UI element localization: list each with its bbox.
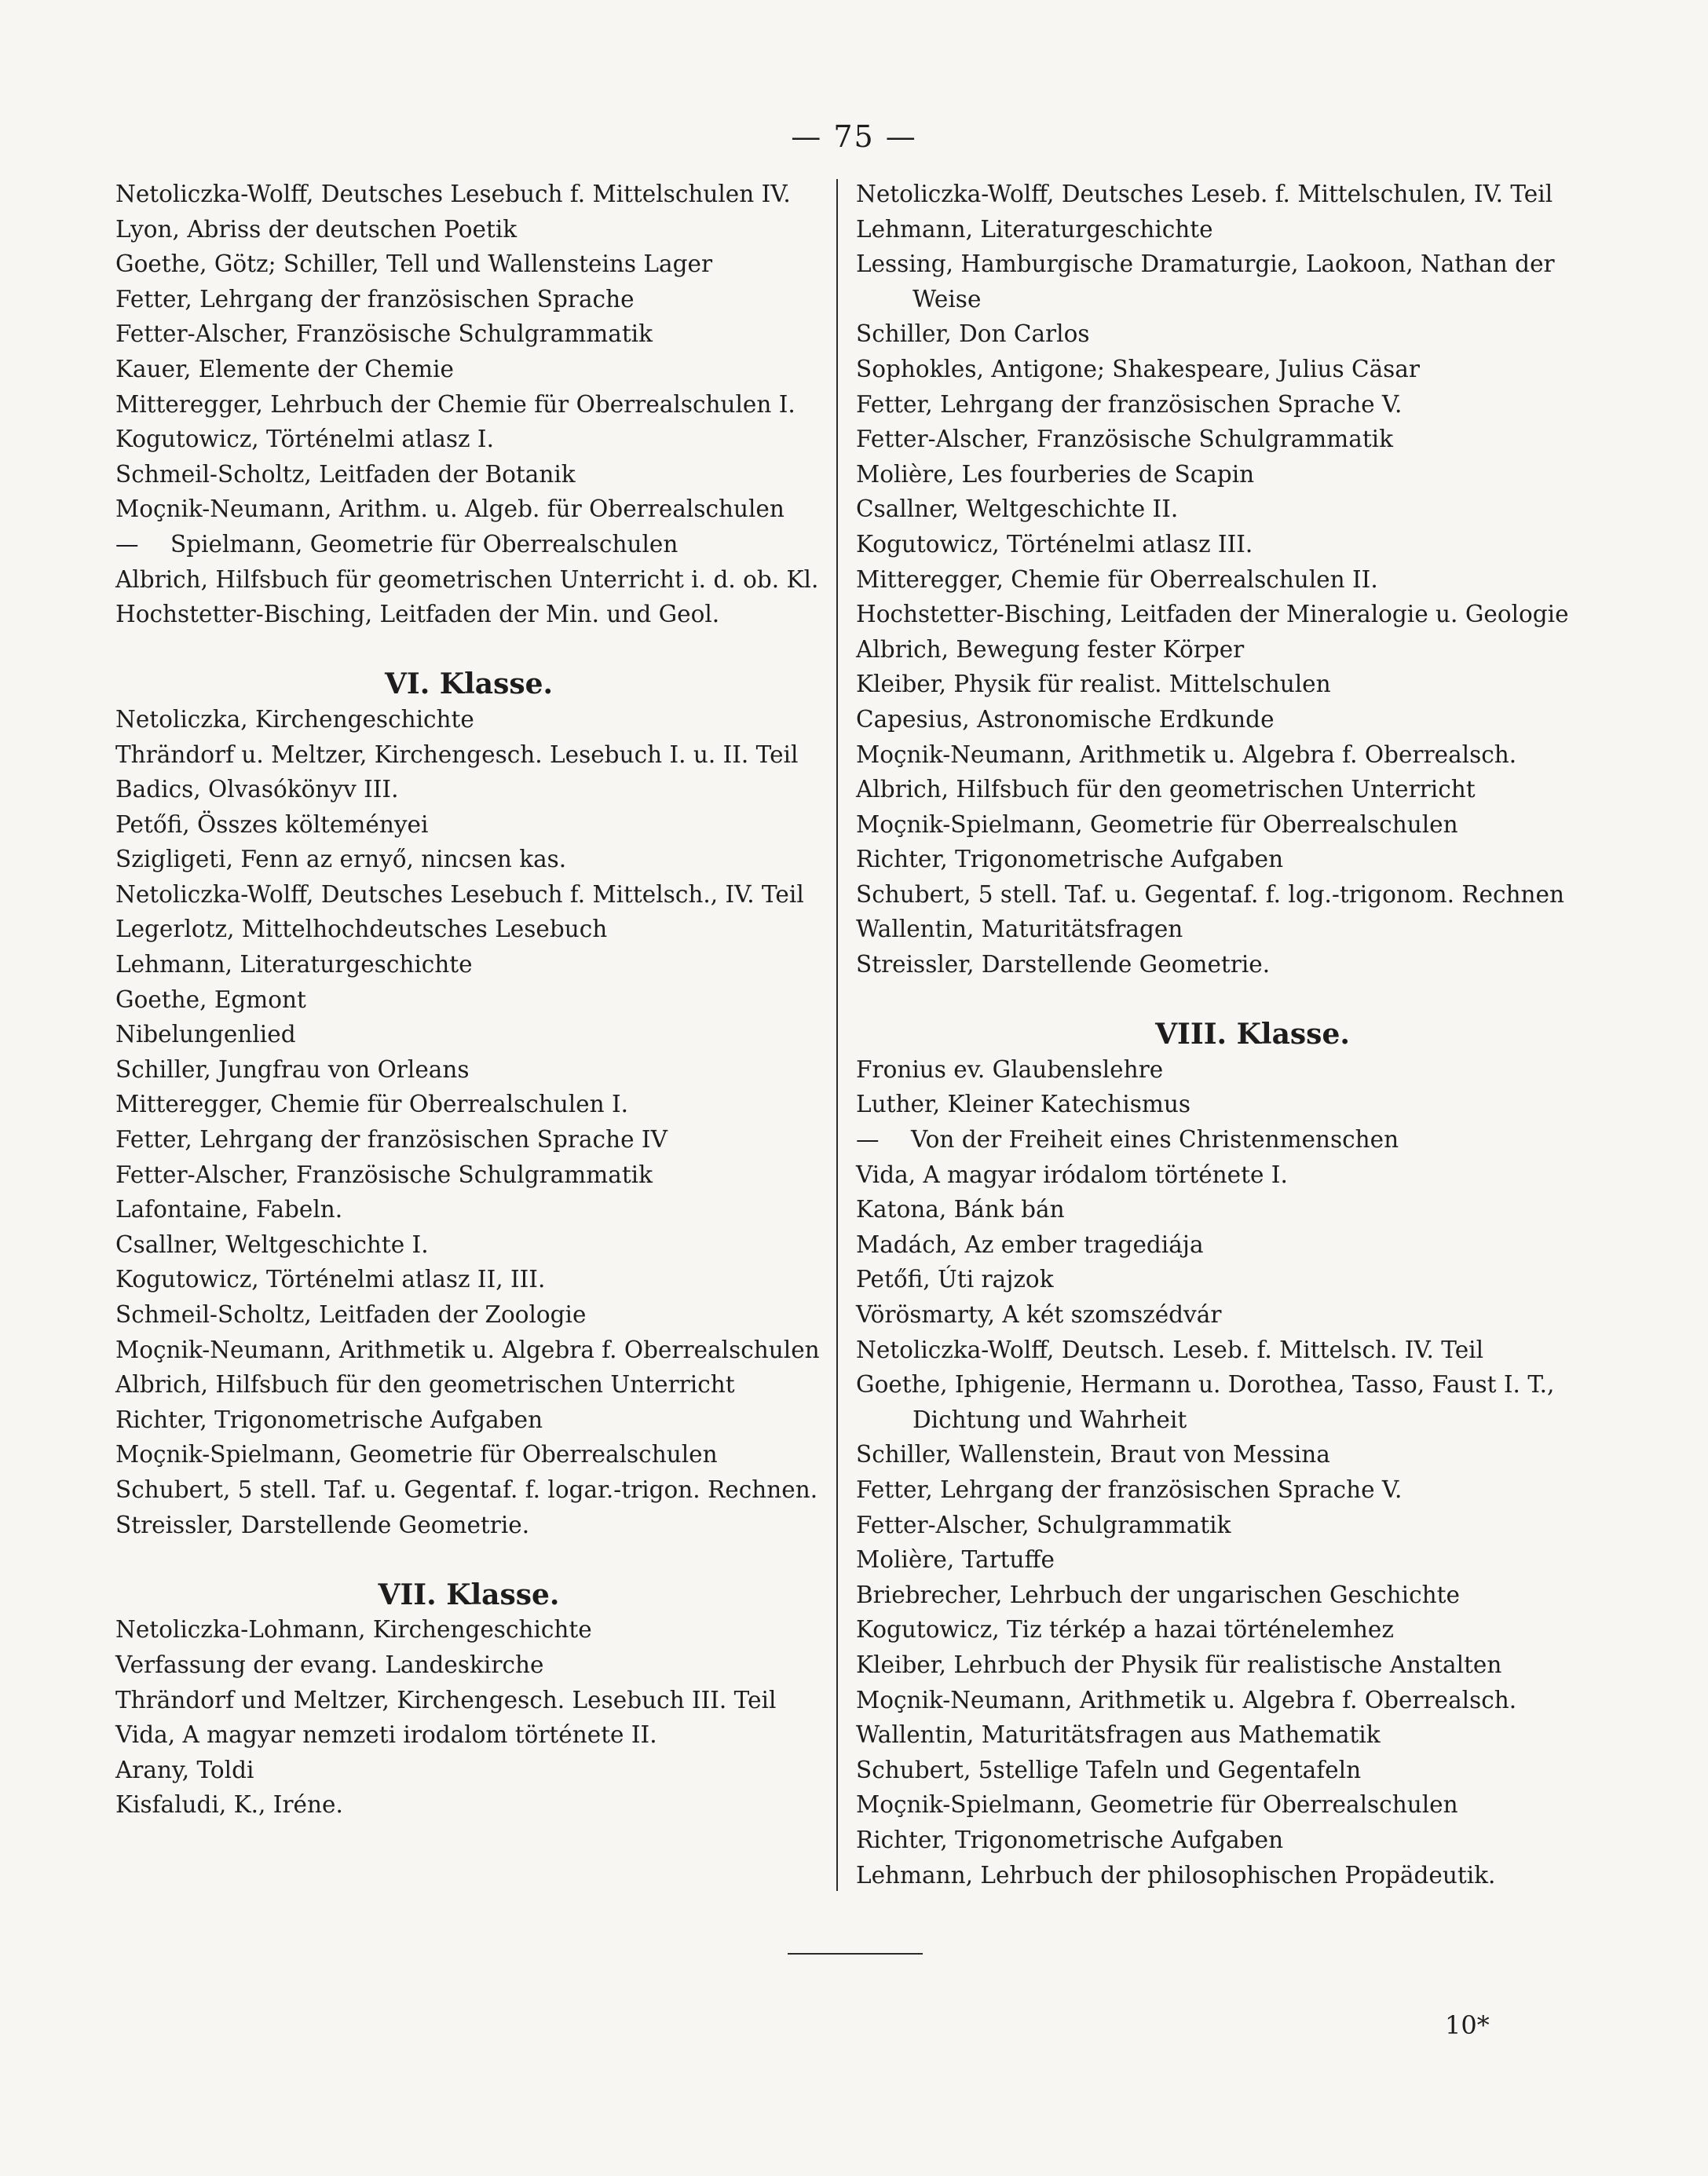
list-item: Thrändorf und Meltzer, Kirchengesch. Lesebuch III. Teil: [115, 1686, 777, 1713]
list-item-continuation: Dichtung und Wahrheit: [913, 1406, 1187, 1433]
list-item: Arany, Toldi: [115, 1756, 254, 1783]
list-item: Molière, Tartuffe: [856, 1546, 1055, 1574]
list-item: Fetter-Alscher, Französische Schulgrammatik: [115, 1161, 653, 1188]
list-item: Moçnik-Neumann, Arithm. u. Algeb. für Oberrealschulen: [115, 496, 785, 523]
class-vi-list: [115, 702, 822, 1542]
list-item: Richter, Trigonometrische Aufgaben: [856, 846, 1284, 873]
list-item: Lehmann, Literaturgeschichte: [856, 215, 1213, 243]
list-item: Katona, Bánk bán: [856, 1196, 1065, 1223]
list-item: Richter, Trigonometrische Aufgaben: [856, 1826, 1284, 1853]
list-item: Nibelungenlied: [115, 1021, 296, 1048]
list-item: Briebrecher, Lehrbuch der ungarischen Geschichte: [856, 1581, 1460, 1608]
list-item: Szigligeti, Fenn az ernyő, nincsen kas.: [115, 846, 567, 873]
list-item: Goethe, Iphigenie, Hermann u. Dorothea, Tasso, Faust I. T.,: [856, 1371, 1555, 1399]
list-item: Streissler, Darstellende Geometrie.: [856, 951, 1271, 978]
footer-rule: [788, 1953, 923, 1955]
list-item: Csallner, Weltgeschichte I.: [115, 1231, 429, 1258]
list-item: Fetter-Alscher, Schulgrammatik: [856, 1511, 1231, 1538]
list-item: Hochstetter-Bisching, Leitfaden der Min. und Geol.: [115, 601, 720, 628]
list-item: Schubert, 5stellige Tafeln und Gegentafeln: [856, 1756, 1362, 1783]
list-item: Fetter-Alscher, Französische Schulgrammatik: [856, 426, 1393, 453]
list-item: Albrich, Hilfsbuch für den geometrischen Unterricht: [115, 1371, 735, 1399]
class-vii-heading: VII. Klasse.: [378, 1578, 560, 1611]
list-item: Sophokles, Antigone; Shakespeare, Julius Cäsar: [856, 355, 1420, 382]
list-item: Hochstetter-Bisching, Leitfaden der Mineralogie u. Geologie: [856, 601, 1569, 628]
list-item: Goethe, Götz; Schiller, Tell und Wallensteins Lager: [115, 251, 713, 278]
class-vii-cont-list: [856, 177, 1649, 982]
list-item: Moçnik-Neumann, Arithmetik u. Algebra f. Oberrealsch.: [856, 741, 1517, 768]
list-item-dashed: [115, 527, 822, 562]
list-item: Thrändorf u. Meltzer, Kirchengesch. Lesebuch I. u. II. Teil: [115, 741, 799, 768]
list-item: Kogutowicz, Történelmi atlasz II, III.: [115, 1266, 546, 1293]
list-item: Lessing, Hamburgische Dramaturgie, Laokoon, Nathan der: [856, 251, 1555, 278]
list-item: Streissler, Darstellende Geometrie.: [115, 1511, 530, 1538]
list-item: Moçnik-Neumann, Arithmetik u. Algebra f. Oberrealsch.: [856, 1686, 1517, 1713]
list-item: Richter, Trigonometrische Aufgaben: [115, 1406, 543, 1433]
dash-mark: —: [115, 530, 139, 558]
list-item: Albrich, Hilfsbuch für den geometrischen Unterricht: [856, 776, 1476, 803]
list-item: Mitteregger, Chemie für Oberrealschulen II.: [856, 565, 1378, 593]
list-item-continuation: Weise: [913, 285, 982, 313]
list-item: Netoliczka-Wolff, Deutsch. Leseb. f. Mittelsch. IV. Teil: [856, 1336, 1484, 1363]
list-item: Kisfaludi, K., Iréne.: [115, 1791, 343, 1819]
list-item-dashed: [856, 1122, 1649, 1157]
list-item: Wallentin, Maturitätsfragen: [856, 916, 1183, 943]
list-item: Madách, Az ember tragediája: [856, 1231, 1204, 1258]
list-item: Netoliczka-Lohmann, Kirchengeschichte: [115, 1616, 592, 1644]
list-item: Schiller, Don Carlos: [856, 320, 1090, 348]
class-vi-heading: VI. Klasse.: [384, 667, 554, 701]
list-item: Fetter-Alscher, Französische Schulgrammatik: [115, 320, 653, 348]
class-viii-heading: VIII. Klasse.: [1155, 1018, 1350, 1051]
list-item: Schiller, Wallenstein, Braut von Messina: [856, 1441, 1330, 1468]
list-item: Albrich, Bewegung fester Körper: [856, 635, 1245, 663]
list-item: Schmeil-Scholtz, Leitfaden der Zoologie: [115, 1301, 587, 1328]
list-item: Petőfi, Összes költeményei: [115, 810, 429, 838]
list-item: Kogutowicz, Történelmi atlasz I.: [115, 426, 494, 453]
list-item: Fetter, Lehrgang der französischen Sprache IV: [115, 1126, 667, 1154]
list-item: Kleiber, Lehrbuch der Physik für realistische Anstalten: [856, 1651, 1502, 1678]
list-item: Kauer, Elemente der Chemie: [115, 355, 454, 382]
list-item: Vida, A magyar nemzeti irodalom története II.: [115, 1721, 657, 1749]
class-viii-list: [856, 1052, 1649, 1893]
list-item: Kogutowicz, Tiz térkép a hazai történelemhez: [856, 1616, 1394, 1644]
dash-mark: —: [856, 1126, 880, 1154]
column-divider: [836, 179, 838, 1891]
list-item: Fetter, Lehrgang der französischen Sprache V.: [856, 1476, 1403, 1503]
list-item: Netoliczka-Wolff, Deutsches Leseb. f. Mittelschulen, IV. Teil: [856, 181, 1553, 207]
list-item: Fronius ev. Glaubenslehre: [856, 1055, 1164, 1083]
list-item: Wallentin, Maturitätsfragen aus Mathematik: [856, 1721, 1381, 1749]
list-item: Netoliczka-Wolff, Deutsches Lesebuch f. Mittelschulen IV.: [115, 181, 791, 207]
list-item: Netoliczka, Kirchengeschichte: [115, 705, 474, 733]
list-item: Fetter, Lehrgang der französischen Sprache V.: [856, 390, 1403, 418]
list-item: Lehmann, Literaturgeschichte: [115, 951, 473, 978]
list-item: Lafontaine, Fabeln.: [115, 1196, 343, 1223]
class-vii-list: [115, 1612, 822, 1823]
list-item: Schubert, 5 stell. Taf. u. Gegentaf. f. log.-trigonom. Rechnen: [856, 880, 1564, 908]
list-item: Moçnik-Spielmann, Geometrie für Oberrealschulen: [856, 1791, 1458, 1819]
list-item: Schiller, Jungfrau von Orleans: [115, 1055, 470, 1083]
list-item: Capesius, Astronomische Erdkunde: [856, 705, 1275, 733]
list-item: Albrich, Hilfsbuch für geometrischen Unterricht i. d. ob. Kl.: [115, 565, 819, 593]
list-item: Csallner, Weltgeschichte II.: [856, 496, 1179, 523]
list-item: Mitteregger, Chemie für Oberrealschulen I.: [115, 1091, 629, 1118]
list-item-text: Spielmann, Geometrie für Oberrealschulen: [170, 530, 678, 558]
list-item: Moçnik-Spielmann, Geometrie für Oberrealschulen: [856, 810, 1458, 838]
left-column: [115, 177, 822, 1823]
list-item: Schmeil-Scholtz, Leitfaden der Botanik: [115, 460, 576, 488]
list-item: Kleiber, Physik für realist. Mittelschulen: [856, 671, 1331, 698]
list-item: Vida, A magyar iródalom története I.: [856, 1161, 1288, 1188]
list-item: Legerlotz, Mittelhochdeutsches Lesebuch: [115, 916, 608, 943]
list-item: Luther, Kleiner Katechismus: [856, 1091, 1190, 1118]
list-item: Petőfi, Úti rajzok: [856, 1266, 1054, 1293]
list-item: Lehmann, Lehrbuch der philosophischen Propädeutik.: [856, 1861, 1496, 1889]
signature-mark: 10*: [1445, 2010, 1490, 2040]
intro-list: [115, 177, 822, 632]
page-number: — 75 —: [791, 119, 917, 154]
list-item: Goethe, Egmont: [115, 986, 306, 1013]
list-item: Moçnik-Neumann, Arithmetik u. Algebra f. Oberrealschulen: [115, 1336, 820, 1363]
list-item: Schubert, 5 stell. Taf. u. Gegentaf. f. logar.-trigon. Rechnen.: [115, 1476, 818, 1503]
list-item: Vörösmarty, A két szomszédvár: [856, 1301, 1222, 1328]
list-item: Netoliczka-Wolff, Deutsches Lesebuch f. Mittelsch., IV. Teil: [115, 880, 804, 908]
list-item: Moçnik-Spielmann, Geometrie für Oberrealschulen: [115, 1441, 718, 1468]
list-item: Kogutowicz, Történelmi atlasz III.: [856, 530, 1253, 558]
list-item: Fetter, Lehrgang der französischen Sprache: [115, 285, 635, 313]
list-item: Lyon, Abriss der deutschen Poetik: [115, 215, 518, 243]
list-item: Verfassung der evang. Landeskirche: [115, 1651, 544, 1678]
right-column: [856, 177, 1649, 1893]
list-item: Molière, Les fourberies de Scapin: [856, 460, 1255, 488]
list-item-text: Von der Freiheit eines Christenmenschen: [911, 1126, 1399, 1154]
list-item: Mitteregger, Lehrbuch der Chemie für Oberrealschulen I.: [115, 390, 795, 418]
list-item: Badics, Olvasókönyv III.: [115, 776, 399, 803]
